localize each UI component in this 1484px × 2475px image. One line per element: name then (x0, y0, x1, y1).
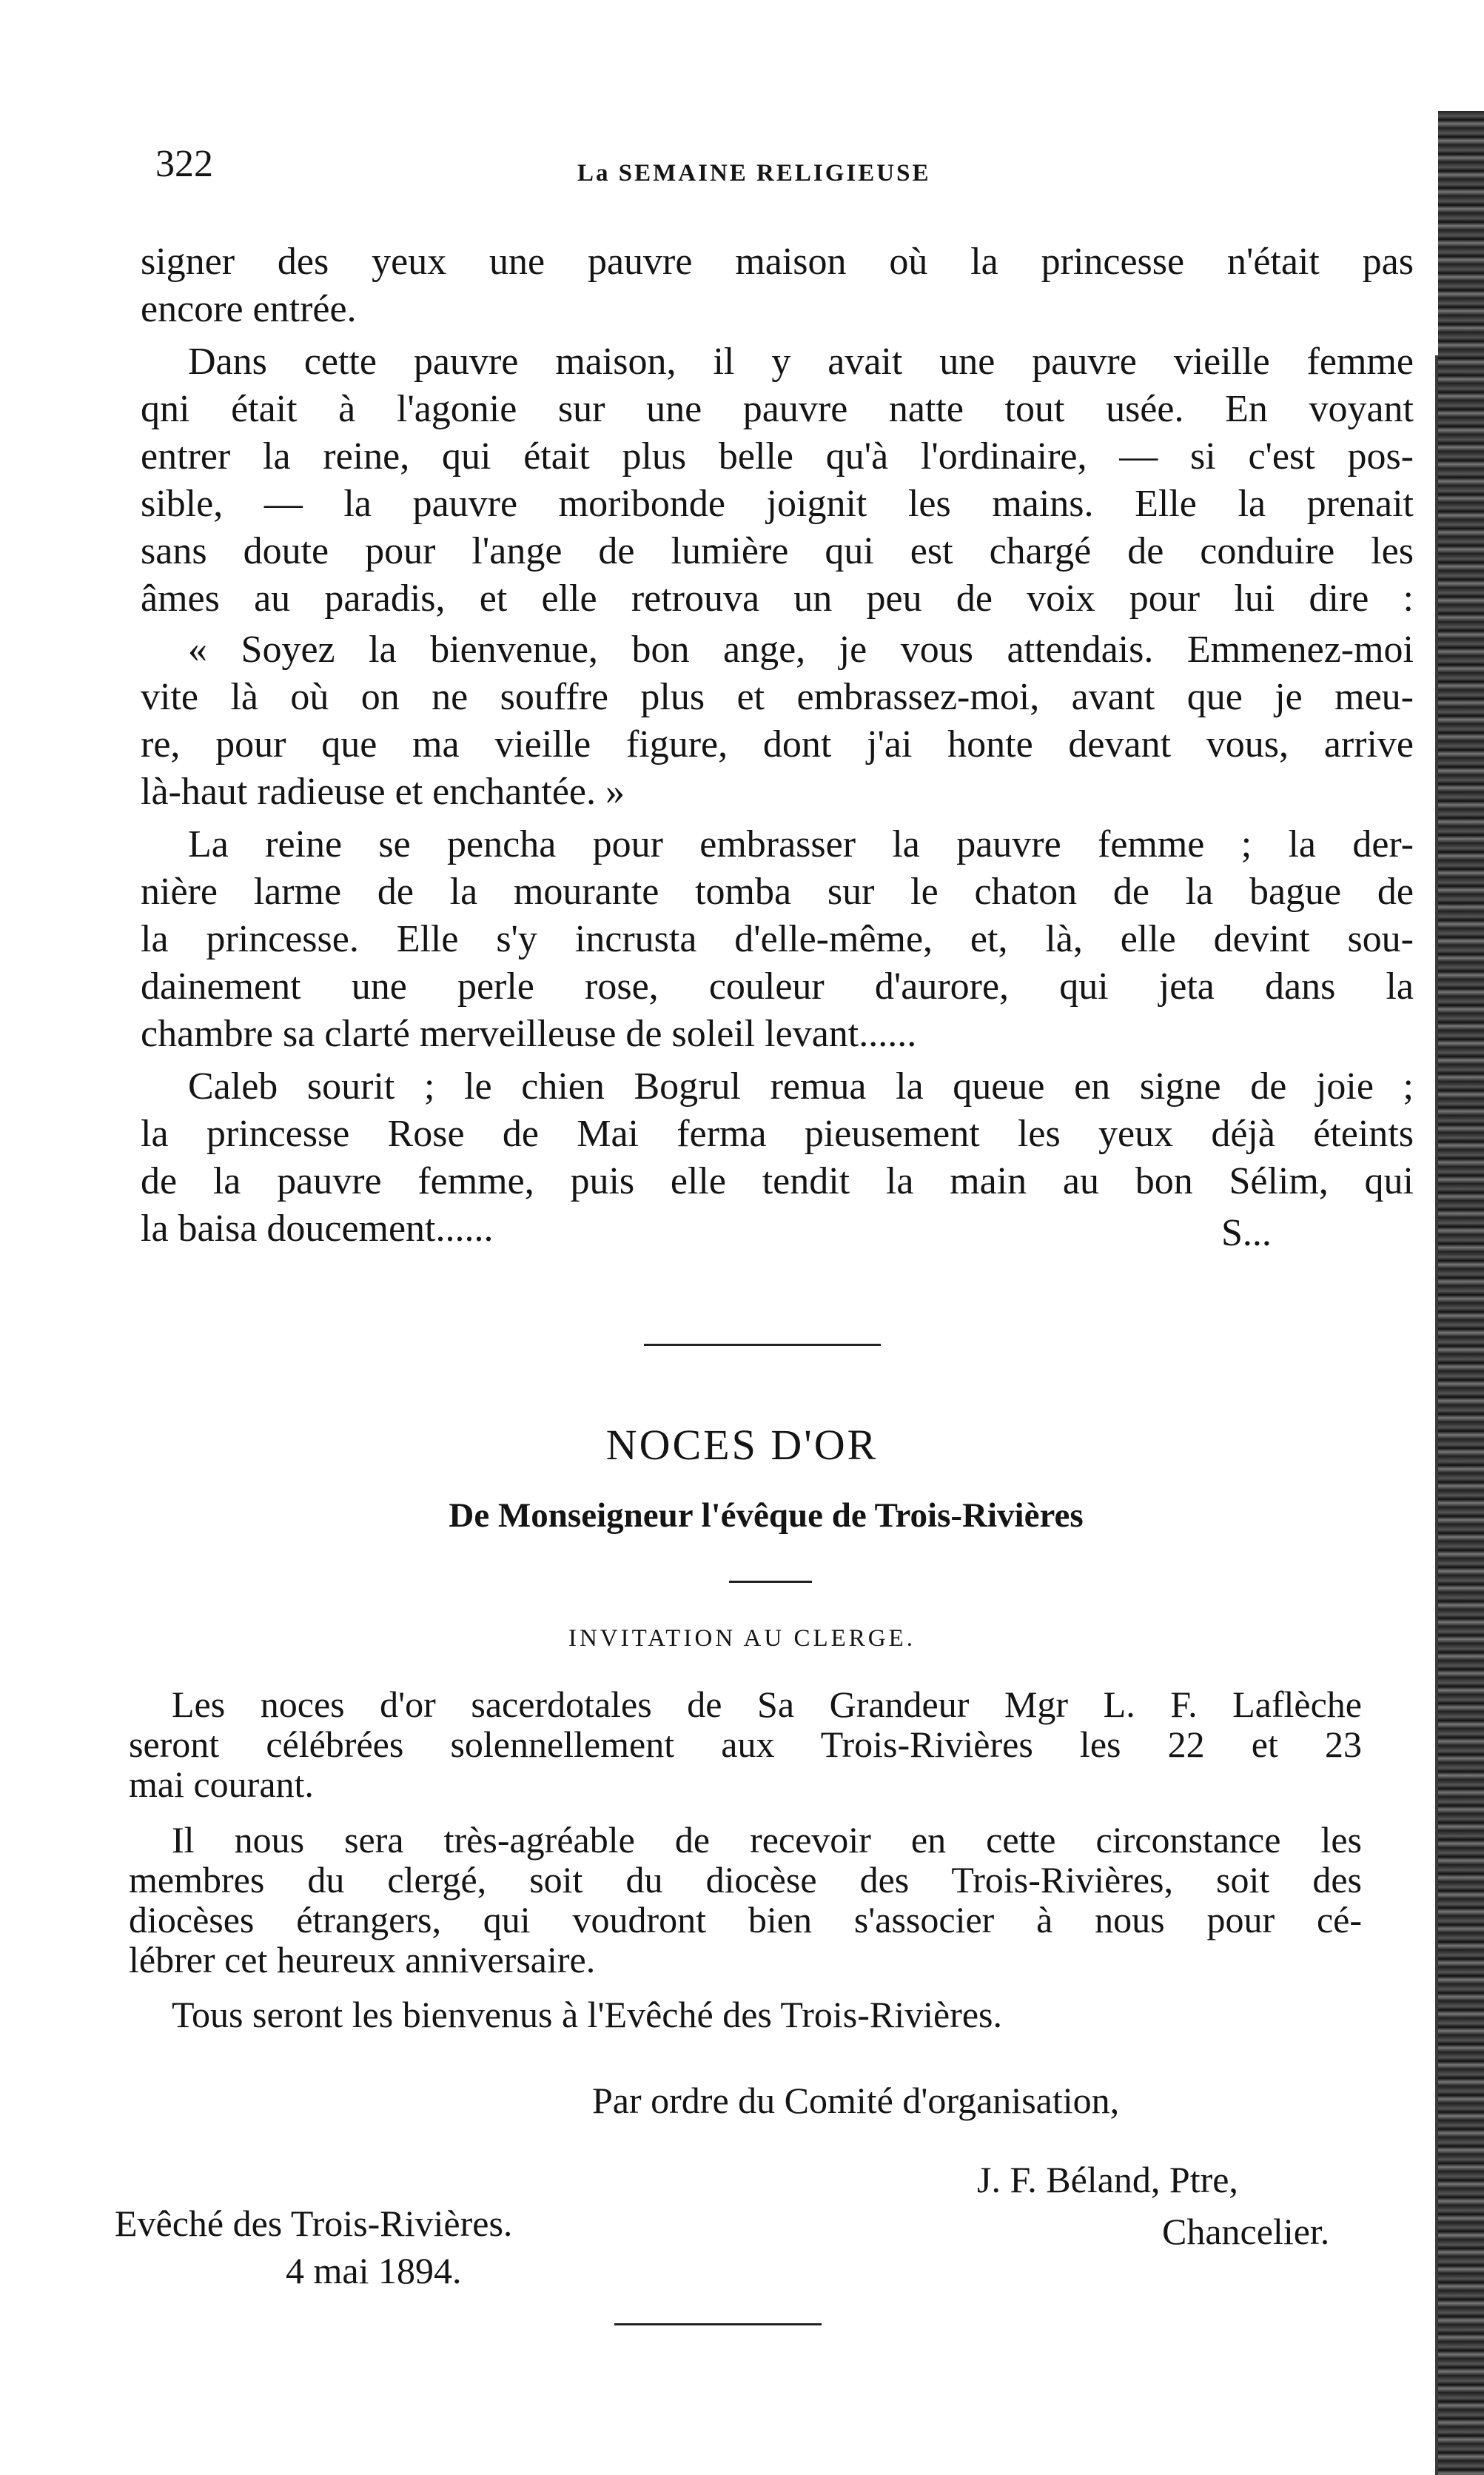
article-subtitle: De Monseigneur l'évêque de Trois-Rivières (449, 1496, 1084, 1535)
page-number: 322 (155, 143, 213, 185)
story-line: La reine se pencha pour embrasser la pauvre femme ; la der- (188, 823, 1414, 865)
story-line: qni était à l'agonie sur une pauvre natte tout usée. En voyant (141, 388, 1414, 430)
story-line: la baisa doucement...... (141, 1208, 494, 1250)
committee-line: Par ordre du Comité d'organisation, (592, 2080, 1120, 2121)
signer-name: J. F. Béland, Ptre, (977, 2159, 1238, 2200)
page-header (155, 142, 1406, 194)
story-line: Dans cette pauvre maison, il y avait une pauvre vieille femme (188, 341, 1414, 383)
article-line: lébrer cet heureux anniversaire. (129, 1939, 596, 1980)
story-line: chambre sa clarté merveilleuse de soleil levant...... (141, 1013, 917, 1055)
article-title: NOCES D'OR (605, 1421, 879, 1469)
article-line: seront célébrées solennellement aux Trois-Rivières les 22 et 23 (129, 1724, 1362, 1765)
section-heading: INVITATION AU CLERGE. (568, 1625, 916, 1652)
story-line: nière larme de la mourante tomba sur le chaton de la bague de (141, 871, 1414, 913)
story-line: Caleb sourit ; le chien Bogrul remua la queue en signe de joie ; (188, 1065, 1414, 1108)
story-line: encore entrée. (141, 288, 357, 330)
story-line: vite là où on ne souffre plus et embrassez-moi, avant que je meu- (141, 676, 1414, 718)
article-line: membres du clergé, soit du diocèse des Trois-Rivières, soit des (129, 1859, 1362, 1900)
story-line: signer des yeux une pauvre maison où la princesse n'était pas (141, 241, 1414, 283)
date-line: 4 mai 1894. (286, 2250, 462, 2291)
article-line: mai courant. (129, 1764, 314, 1805)
story-line: re, pour que ma vieille figure, dont j'ai honte devant vous, arrive (141, 723, 1414, 766)
story-line: entrer la reine, qui était plus belle qu'à l'ordinaire, — si c'est pos- (141, 435, 1414, 478)
story-signature: S... (1221, 1212, 1272, 1254)
binding-shadow (1438, 111, 1484, 2475)
binding-edge (1435, 355, 1438, 2475)
story-line: « Soyez la bienvenue, bon ange, je vous attendais. Emmenez-moi (188, 629, 1414, 671)
closing-divider (614, 2323, 822, 2325)
story-line: là-haut radieuse et enchantée. » (141, 771, 625, 813)
article-line: Tous seront les bienvenus à l'Evêché des Trois-Rivières. (172, 1994, 1002, 2035)
story-line: la princesse Rose de Mai ferma pieusement les yeux déjà éteints (141, 1113, 1414, 1155)
article-line: diocèses étrangers, qui voudront bien s'associer à nous pour cé- (129, 1899, 1362, 1940)
signer-title: Chancelier. (1162, 2211, 1330, 2252)
short-divider (729, 1581, 812, 1583)
story-line: âmes au paradis, et elle retrouva un peu de voix pour lui dire : (141, 577, 1414, 620)
section-divider (644, 1344, 881, 1346)
story-line: sible, — la pauvre moribonde joignit les mains. Elle la prenait (141, 483, 1414, 525)
story-line: de la pauvre femme, puis elle tendit la main au bon Sélim, qui (141, 1160, 1414, 1202)
place-line: Evêché des Trois-Rivières. (115, 2203, 513, 2244)
article-line: Il nous sera très-agréable de recevoir en cette circonstance les (172, 1819, 1362, 1861)
story-line: dainement une perle rose, couleur d'aurore, qui jeta dans la (141, 965, 1414, 1008)
story-line: sans doute pour l'ange de lumière qui est chargé de conduire les (141, 530, 1414, 572)
running-title: La SEMAINE RELIGIEUSE (577, 160, 931, 187)
story-line: la princesse. Elle s'y incrusta d'elle-même, et, là, elle devint sou- (141, 918, 1414, 960)
article-line: Les noces d'or sacerdotales de Sa Grandeur Mgr L. F. Laflèche (172, 1684, 1362, 1725)
